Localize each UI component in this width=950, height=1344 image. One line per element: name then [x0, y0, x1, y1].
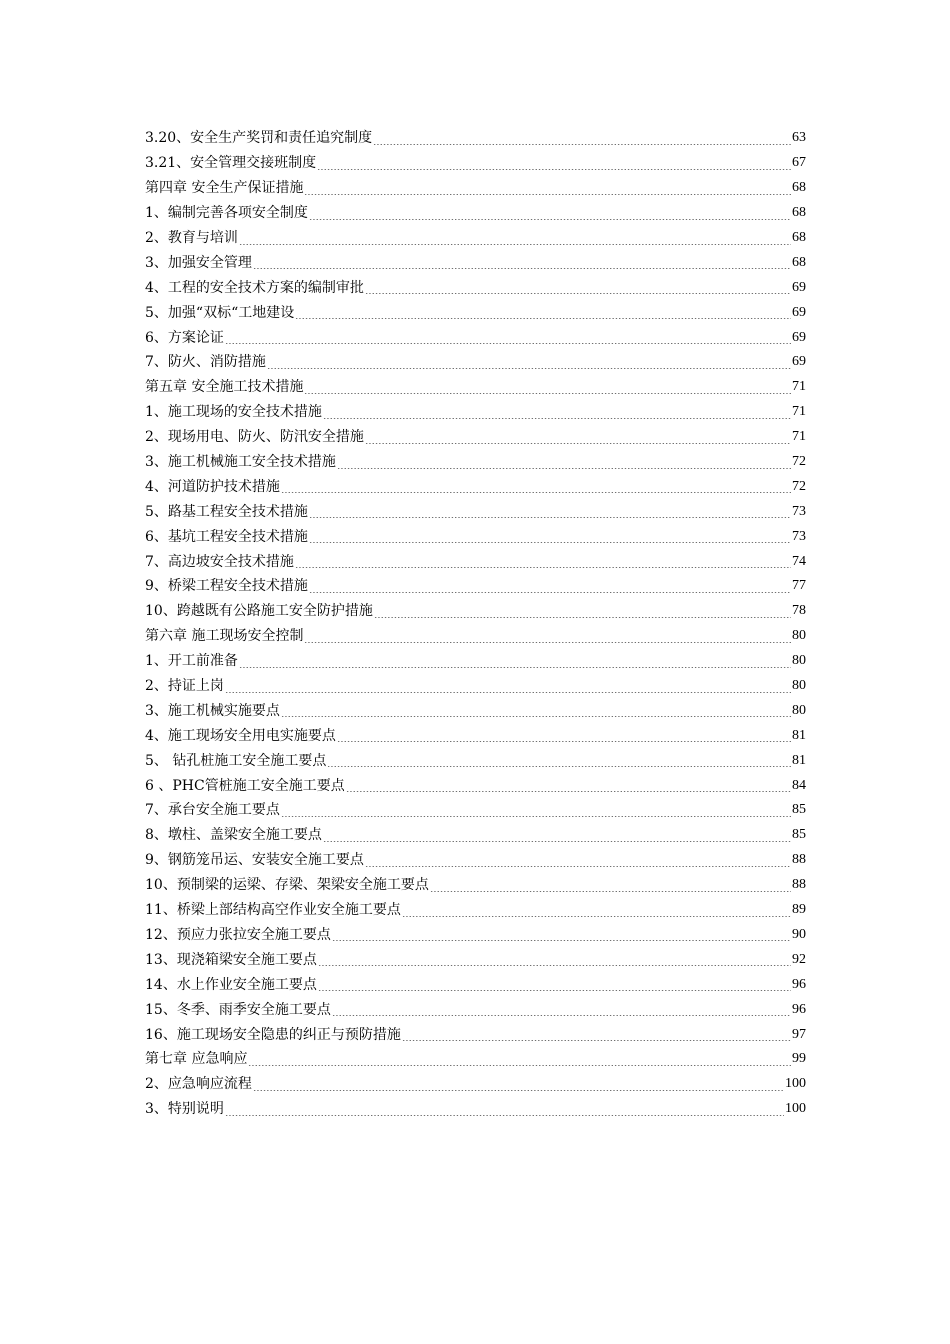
toc-entry-page-number: 78	[792, 603, 806, 619]
toc-entry[interactable]	[145, 250, 806, 275]
toc-entry[interactable]	[145, 599, 806, 624]
toc-entry-page-number: 85	[792, 827, 806, 843]
toc-entry-page-number: 68	[792, 254, 806, 270]
toc-entry-title: 4、河道防护技术措施	[145, 478, 280, 495]
toc-entry[interactable]	[145, 151, 806, 176]
toc-entry-title: 5、加强“双标“工地建设	[145, 304, 295, 321]
toc-entry[interactable]	[145, 325, 806, 350]
toc-dot-leader	[309, 219, 791, 220]
toc-dot-leader	[337, 741, 791, 742]
toc-entry-title: 16、施工现场安全隐患的纠正与预防措施	[145, 1026, 401, 1043]
toc-entry-page-number: 88	[792, 852, 806, 868]
toc-dot-leader	[430, 891, 791, 892]
toc-dot-leader	[225, 343, 791, 344]
toc-entry-title: 5、路基工程安全技术措施	[145, 503, 308, 520]
toc-entry-page-number: 100	[785, 1101, 806, 1117]
toc-dot-leader	[304, 642, 791, 643]
toc-dot-leader	[281, 492, 791, 493]
toc-entry[interactable]	[145, 698, 806, 723]
toc-entry-page-number: 81	[792, 752, 806, 768]
toc-entry-title: 1、编制完善各项安全制度	[145, 205, 308, 222]
toc-entry-page-number: 80	[792, 653, 806, 669]
toc-entry[interactable]	[145, 300, 806, 325]
toc-entry[interactable]	[145, 923, 806, 948]
toc-entry-page-number: 89	[792, 902, 806, 918]
toc-entry-title: 7、承台安全施工要点	[145, 802, 280, 819]
toc-entry-page-number: 81	[792, 727, 806, 743]
toc-entry-page-number: 73	[792, 503, 806, 519]
toc-entry-page-number: 69	[792, 354, 806, 370]
toc-entry-title: 7、高边坡安全技术措施	[145, 553, 294, 570]
toc-dot-leader	[337, 468, 791, 469]
toc-entry-title: 3、施工机械施工安全技术措施	[145, 454, 336, 471]
toc-entry-page-number: 71	[792, 404, 806, 420]
toc-entry-page-number: 69	[792, 304, 806, 320]
toc-dot-leader	[239, 244, 791, 245]
toc-entry[interactable]	[145, 798, 806, 823]
toc-entry-title: 10、跨越既有公路施工安全防护措施	[145, 603, 373, 620]
toc-entry[interactable]	[145, 524, 806, 549]
toc-entry-title: 3.20、安全生产奖罚和责任追究制度	[145, 130, 373, 147]
toc-entry-title: 1、施工现场的安全技术措施	[145, 404, 322, 421]
toc-entry-page-number: 96	[792, 1001, 806, 1017]
toc-entry-page-number: 71	[792, 429, 806, 445]
toc-entry[interactable]	[145, 997, 806, 1022]
toc-entry-title: 2、持证上岗	[145, 678, 224, 695]
toc-entry[interactable]	[145, 947, 806, 972]
toc-entry-page-number: 74	[792, 553, 806, 569]
toc-entry[interactable]	[145, 375, 806, 400]
toc-dot-leader	[365, 293, 791, 294]
toc-entry[interactable]	[145, 126, 806, 151]
toc-entry-title: 3、加强安全管理	[145, 254, 252, 271]
toc-dot-leader	[327, 766, 791, 767]
toc-entry[interactable]	[145, 450, 806, 475]
toc-entry-title: 6、基坑工程安全技术措施	[145, 528, 308, 545]
toc-entry-page-number: 99	[792, 1051, 806, 1067]
toc-dot-leader	[304, 393, 791, 394]
toc-entry-page-number: 73	[792, 528, 806, 544]
toc-entry-title: 2、教育与培训	[145, 230, 238, 246]
toc-entry-page-number: 67	[792, 155, 806, 171]
toc-entry[interactable]	[145, 873, 806, 898]
toc-dot-leader	[365, 866, 791, 867]
toc-entry-title: 第七章 应急响应	[145, 1051, 248, 1068]
toc-entry-title: 2、现场用电、防火、防汛安全措施	[145, 429, 364, 446]
toc-dot-leader	[281, 816, 791, 817]
toc-entry[interactable]	[145, 350, 806, 375]
toc-entry-title: 13、现浇箱梁安全施工要点	[145, 951, 317, 968]
toc-dot-leader	[374, 617, 791, 618]
toc-entry-page-number: 72	[792, 454, 806, 470]
toc-entry[interactable]	[145, 400, 806, 425]
toc-dot-leader	[309, 542, 791, 543]
toc-entry-page-number: 69	[792, 329, 806, 345]
toc-entry-title: 6 、PHC管桩施工安全施工要点	[145, 777, 345, 794]
toc-dot-leader	[317, 169, 791, 170]
toc-entry[interactable]	[145, 624, 806, 649]
toc-entry[interactable]	[145, 723, 806, 748]
toc-entry-title: 8、墩柱、盖梁安全施工要点	[145, 827, 322, 844]
table-of-contents	[145, 126, 806, 1122]
toc-entry-title: 7、防火、消防措施	[145, 354, 266, 371]
toc-entry-page-number: 63	[792, 130, 806, 146]
toc-entry-title: 3、特别说明	[145, 1101, 224, 1118]
toc-entry[interactable]	[145, 226, 806, 251]
toc-entry-page-number: 80	[792, 678, 806, 694]
toc-entry[interactable]	[145, 823, 806, 848]
toc-entry-page-number: 92	[792, 951, 806, 967]
toc-entry[interactable]	[145, 425, 806, 450]
toc-entry-title: 10、预制梁的运梁、存梁、架梁安全施工要点	[145, 877, 429, 894]
toc-entry[interactable]	[145, 1022, 806, 1047]
toc-entry-title: 9、桥梁工程安全技术措施	[145, 578, 308, 595]
toc-entry-page-number: 80	[792, 702, 806, 718]
toc-dot-leader	[373, 144, 791, 145]
toc-entry[interactable]	[145, 499, 806, 524]
toc-entry-title: 第五章 安全施工技术措施	[145, 379, 304, 396]
toc-entry-page-number: 85	[792, 802, 806, 818]
toc-dot-leader	[267, 368, 791, 369]
toc-entry-page-number: 68	[792, 205, 806, 221]
toc-dot-leader	[318, 965, 791, 966]
toc-dot-leader	[402, 916, 791, 917]
toc-entry[interactable]	[145, 674, 806, 699]
toc-entry-title: 第四章 安全生产保证措施	[145, 180, 304, 197]
toc-entry[interactable]	[145, 773, 806, 798]
toc-entry-page-number: 69	[792, 279, 806, 295]
toc-entry-title: 15、冬季、雨季安全施工要点	[145, 1001, 331, 1018]
toc-entry[interactable]	[145, 748, 806, 773]
toc-dot-leader	[253, 1090, 784, 1091]
toc-entry[interactable]	[145, 848, 806, 873]
toc-dot-leader	[332, 1015, 791, 1016]
toc-entry-title: 11、桥梁上部结构高空作业安全施工要点	[145, 902, 401, 919]
toc-dot-leader	[248, 1065, 791, 1066]
toc-dot-leader	[309, 517, 791, 518]
toc-dot-leader	[304, 194, 791, 195]
toc-dot-leader	[309, 592, 791, 593]
toc-entry[interactable]	[145, 574, 806, 599]
toc-dot-leader	[318, 990, 791, 991]
toc-entry-title: 14、水上作业安全施工要点	[145, 976, 317, 993]
toc-entry[interactable]	[145, 972, 806, 997]
toc-entry-page-number: 80	[792, 628, 806, 644]
toc-entry[interactable]	[145, 649, 806, 674]
toc-entry[interactable]	[145, 474, 806, 499]
toc-entry[interactable]	[145, 1047, 806, 1072]
toc-entry-page-number: 77	[792, 578, 806, 594]
toc-dot-leader	[295, 318, 791, 319]
toc-dot-leader	[295, 567, 791, 568]
toc-dot-leader	[225, 692, 791, 693]
toc-entry[interactable]	[145, 898, 806, 923]
toc-entry-page-number: 96	[792, 976, 806, 992]
toc-entry-title: 第六章 施工现场安全控制	[145, 628, 304, 645]
toc-dot-leader	[323, 841, 791, 842]
toc-dot-leader	[346, 791, 791, 792]
toc-entry[interactable]	[145, 1097, 806, 1122]
toc-entry-title: 9、钢筋笼吊运、安装安全施工要点	[145, 852, 364, 869]
toc-dot-leader	[253, 268, 791, 269]
toc-entry-page-number: 71	[792, 379, 806, 395]
toc-entry-title: 3、施工机械实施要点	[145, 702, 280, 719]
toc-entry-page-number: 100	[785, 1076, 806, 1092]
toc-entry[interactable]	[145, 275, 806, 300]
toc-entry-page-number: 90	[792, 926, 806, 942]
toc-dot-leader	[239, 667, 791, 668]
toc-entry-title: 4、施工现场安全用电实施要点	[145, 727, 336, 744]
toc-entry-page-number: 97	[792, 1026, 806, 1042]
toc-entry[interactable]	[145, 201, 806, 226]
toc-dot-leader	[332, 940, 791, 941]
toc-dot-leader	[281, 716, 791, 717]
toc-entry-title: 1、开工前准备	[145, 653, 238, 670]
toc-entry-title: 6、方案论证	[145, 329, 224, 346]
toc-entry-title: 12、预应力张拉安全施工要点	[145, 926, 331, 943]
toc-entry[interactable]	[145, 549, 806, 574]
toc-entry-title: 5、 钻孔桩施工安全施工要点	[145, 752, 327, 769]
toc-entry-page-number: 68	[792, 230, 806, 245]
toc-entry-page-number: 68	[792, 180, 806, 196]
toc-entry[interactable]	[145, 176, 806, 201]
toc-entry-page-number: 72	[792, 478, 806, 494]
toc-entry-title: 2、应急响应流程	[145, 1076, 252, 1093]
toc-dot-leader	[402, 1040, 791, 1041]
toc-dot-leader	[323, 418, 791, 419]
toc-dot-leader	[365, 443, 791, 444]
toc-entry-page-number: 88	[792, 877, 806, 893]
toc-entry-title: 3.21、安全管理交接班制度	[145, 155, 317, 172]
toc-entry-page-number: 84	[792, 777, 806, 793]
toc-entry-title: 4、工程的安全技术方案的编制审批	[145, 279, 364, 296]
toc-dot-leader	[225, 1115, 784, 1116]
toc-entry[interactable]	[145, 1072, 806, 1097]
